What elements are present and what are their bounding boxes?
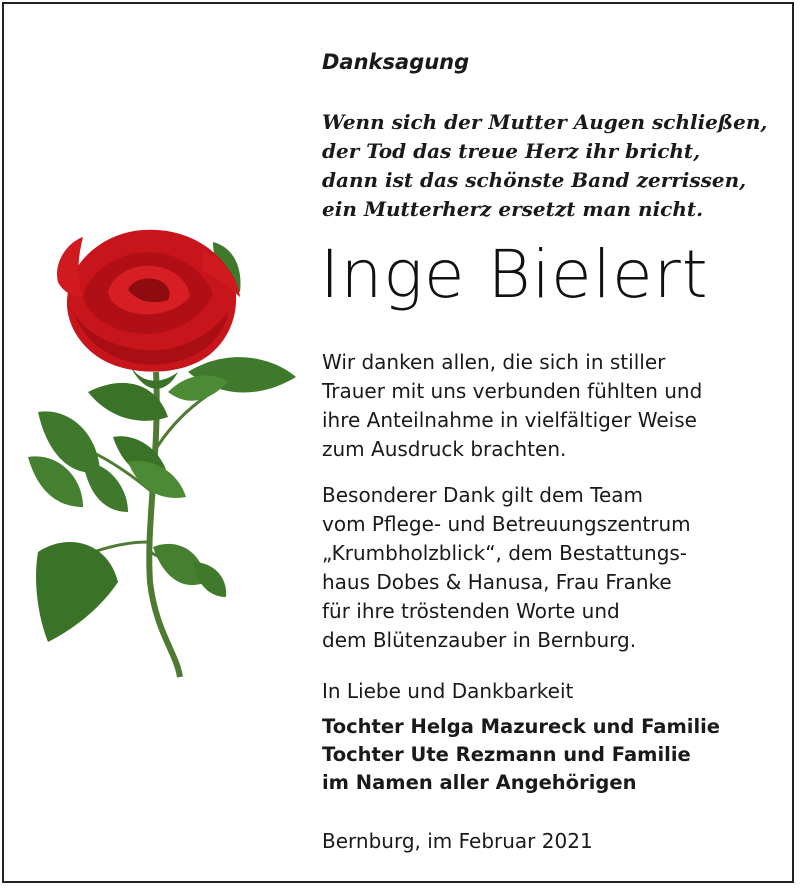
family-line: Tochter Helga Mazureck und Familie — [322, 715, 721, 738]
paragraph-line: vom Pflege- und Betreuungszentrum — [322, 512, 691, 536]
thanks-paragraph — [322, 348, 702, 464]
closing-line: In Liebe und Dankbarkeit — [322, 679, 574, 703]
memorial-poem — [322, 108, 767, 224]
obituary-card — [2, 2, 794, 883]
family-signatures — [322, 713, 720, 797]
paragraph-line: für ihre tröstenden Worte und — [322, 599, 620, 623]
paragraph-line: dem Blütenzauber in Bernburg. — [322, 628, 637, 652]
poem-line: Wenn sich der Mutter Augen schließen, — [322, 110, 768, 134]
paragraph-line: Wir danken allen, die sich in stiller — [322, 350, 666, 374]
deceased-name: Inge Bielert — [320, 236, 709, 313]
paragraph-line: „Krumbholzblick“, dem Bestattungs- — [322, 541, 688, 565]
paragraph-line: ihre Anteilnahme in vielfältiger Weise — [322, 408, 697, 432]
paragraph-line: Trauer mit uns verbunden fühlten und — [322, 379, 703, 403]
family-line: Tochter Ute Rezmann und Familie — [322, 743, 691, 766]
red-rose-illustration — [28, 222, 298, 682]
special-thanks-paragraph — [322, 481, 691, 655]
paragraph-line: haus Dobes & Hanusa, Frau Franke — [322, 570, 672, 594]
poem-line: der Tod das treue Herz ihr bricht, — [322, 139, 701, 163]
poem-line: dann ist das schönste Band zerrissen, — [322, 168, 747, 192]
paragraph-line: zum Ausdruck brachten. — [322, 437, 567, 461]
paragraph-line: Besonderer Dank gilt dem Team — [322, 483, 644, 507]
poem-line: ein Mutterherz ersetzt man nicht. — [322, 197, 704, 221]
heading: Danksagung — [322, 50, 470, 74]
family-line: im Namen aller Angehörigen — [322, 771, 637, 794]
place-and-date: Bernburg, im Februar 2021 — [322, 829, 593, 853]
